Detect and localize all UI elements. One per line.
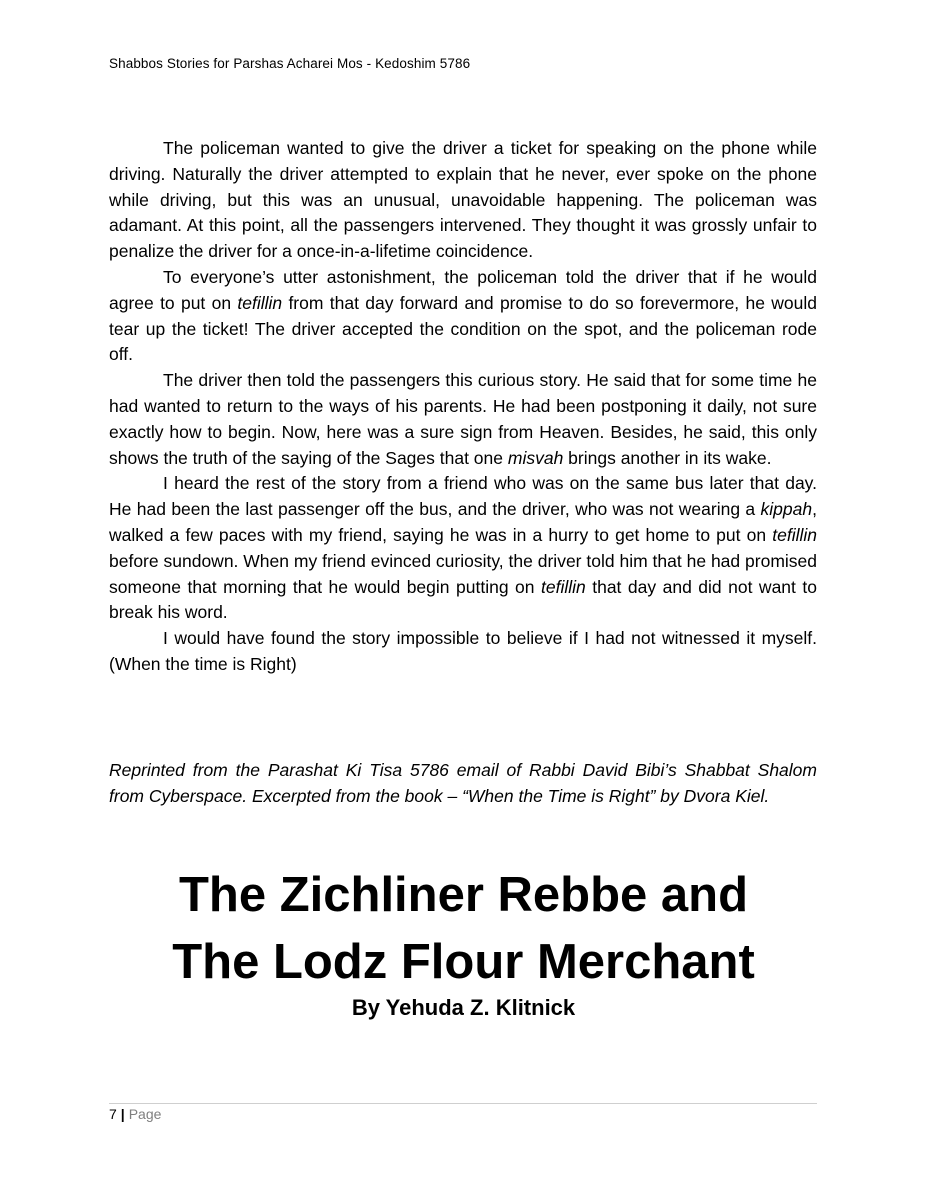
article-title-line-2: The Lodz Flour Merchant (172, 935, 755, 989)
paragraph-text: brings another in its wake. (563, 447, 772, 468)
italic-term: tefillin (540, 576, 586, 597)
footer-divider (109, 1103, 817, 1104)
paragraph-text: The policeman wanted to give the driver a ticket for speaking on the phone while driving. Naturally the driver attempted to explain that he never, ever spoke on the phone while driving, but this was an unusual, unavoidable happening. The policeman was adamant. At this point, all the passengers intervened. They thought it was grossly unfair to penalize the driver for a once-in-a-lifetime coincidence. (109, 138, 817, 262)
paragraph-3 (109, 368, 817, 471)
italic-term: tefillin (772, 524, 817, 545)
paragraph-text: from that day forward and promise to do so forevermore, he would tear up the ticket! The driver accepted the condition on the spot, and the policeman rode off. (109, 292, 817, 365)
footer-separator: | (120, 1106, 125, 1122)
paragraph-text: To everyone’s utter astonishment, the policeman told the driver that if he would agree to put on (109, 266, 817, 313)
paragraph-text: before sundown. When my friend evinced curiosity, the driver told him that he had promised someone that morning that he would begin putting on (109, 550, 817, 597)
paragraph-2 (109, 265, 817, 368)
italic-term: misvah (507, 447, 564, 468)
paragraph-text: I heard the rest of the story from a friend who was on the same bus later that day. He had been the last passenger off the bus, and the driver, who was not wearing a (109, 473, 817, 520)
italic-term: tefillin (237, 292, 283, 313)
running-header: Shabbos Stories for Parshas Acharei Mos - Kedoshim 5786 (109, 56, 471, 71)
paragraph-text: that day and did not want to break his word. (109, 576, 817, 623)
paragraph-4 (109, 471, 817, 626)
article-title (0, 862, 927, 996)
paragraph-text: I would have found the story impossible to believe if I had not witnessed it myself. (When the time is Right) (109, 628, 817, 674)
reprint-note: Reprinted from the Parashat Ki Tisa 5786 email of Rabbi David Bibi’s Shabbat Shalom from Cyberspace. Excerpted from the book – “When the Time is Right” by Dvora Kiel. (109, 760, 817, 806)
page-number: 7 (109, 1106, 117, 1122)
paragraph-5 (109, 626, 817, 678)
page-footer (109, 1106, 161, 1122)
paragraph-text: The driver then told the passengers this curious story. He said that for some time he had wanted to return to the ways of his parents. He had been postponing it daily, not sure exactly how to begin. Now, here was a sure sign from Heaven. Besides, he said, this only shows the truth of the saying of the Sages that one (109, 370, 817, 468)
paragraph-text: , walked a few paces with my friend, saying he was in a hurry to get home to put on (109, 499, 817, 545)
article-title-line-1: The Zichliner Rebbe and (178, 868, 749, 922)
page-label: Page (128, 1106, 162, 1122)
article-byline: By Yehuda Z. Klitnick (351, 995, 576, 1020)
italic-term: kippah (760, 499, 813, 520)
paragraph-1 (109, 136, 817, 265)
story-body (109, 136, 817, 678)
